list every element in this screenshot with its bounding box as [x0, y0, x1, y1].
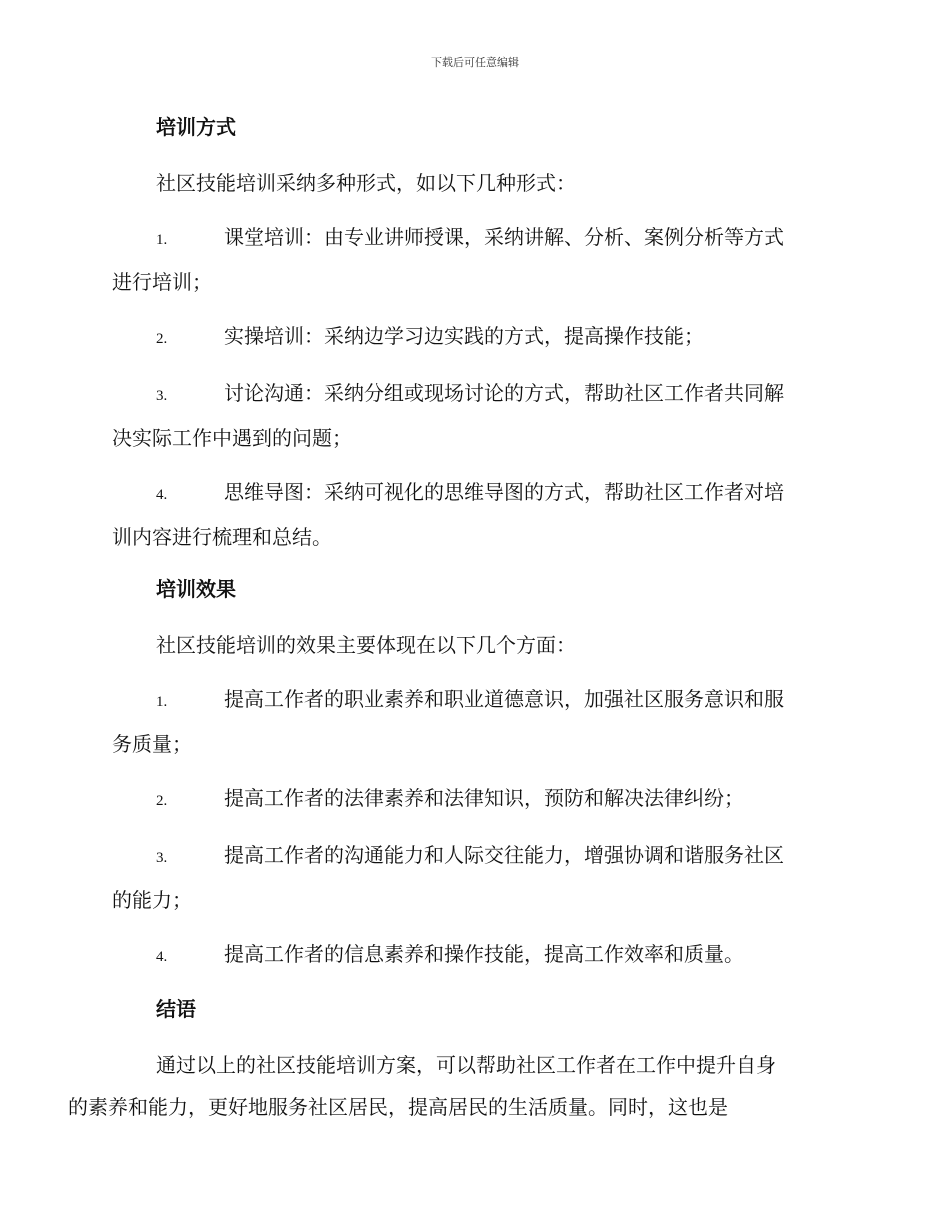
list-text: 实操培训：采纳边学习边实践的方式，提高操作技能； — [224, 324, 704, 348]
list-text: 提高工作者的法律素养和法律知识，预防和解决法律纠纷； — [224, 786, 744, 810]
list-number: 4. — [156, 487, 168, 503]
list-text: 思维导图：采纳可视化的思维导图的方式，帮助社区工作者对培 — [224, 480, 784, 504]
list-number: 3. — [156, 850, 168, 866]
conclusion-paragraph — [68, 1044, 832, 1128]
list-item — [112, 678, 832, 765]
list-text-continued: 决实际工作中遇到的问题； — [112, 426, 352, 450]
list-item — [112, 471, 832, 558]
list-number: 2. — [156, 793, 168, 809]
list-item — [112, 315, 832, 360]
list-text-continued: 务质量； — [112, 732, 192, 756]
section-heading-conclusion: 结语 — [156, 997, 196, 1021]
section-heading-training-methods: 培训方式 — [156, 115, 236, 139]
list-number: 1. — [156, 694, 168, 710]
list-number: 4. — [156, 949, 168, 965]
list-text-continued: 进行培训； — [112, 270, 212, 294]
list-text-continued: 训内容进行梳理和总结。 — [112, 525, 332, 549]
list-item — [112, 933, 832, 978]
conclusion-line: 的素养和能力，更好地服务社区居民，提高居民的生活质量。同时，这也是 — [68, 1095, 728, 1119]
list-number: 3. — [156, 388, 168, 404]
intro-paragraph: 社区技能培训采纳多种形式，如以下几种形式： — [156, 171, 576, 195]
list-text: 提高工作者的信息素养和操作技能，提高工作效率和质量。 — [224, 942, 744, 966]
list-number: 1. — [156, 232, 168, 248]
list-text-continued: 的能力； — [112, 888, 192, 912]
list-text: 提高工作者的沟通能力和人际交往能力，增强协调和谐服务社区 — [224, 843, 784, 867]
document-body — [68, 108, 832, 1128]
list-text: 讨论沟通：采纳分组或现场讨论的方式，帮助社区工作者共同解 — [224, 381, 784, 405]
list-item — [112, 216, 832, 303]
list-item — [112, 834, 832, 921]
list-number: 2. — [156, 331, 168, 347]
list-text: 课堂培训：由专业讲师授课，采纳讲解、分析、案例分析等方式 — [224, 225, 784, 249]
list-text: 提高工作者的职业素养和职业道德意识，加强社区服务意识和服 — [224, 687, 784, 711]
section-heading-training-effects: 培训效果 — [156, 577, 236, 601]
intro-paragraph: 社区技能培训的效果主要体现在以下几个方面： — [156, 633, 576, 657]
conclusion-line: 通过以上的社区技能培训方案，可以帮助社区工作者在工作中提升自身 — [156, 1053, 776, 1077]
list-item — [112, 372, 832, 459]
page-header: 下载后可任意编辑 — [431, 56, 519, 69]
list-item — [112, 777, 832, 822]
